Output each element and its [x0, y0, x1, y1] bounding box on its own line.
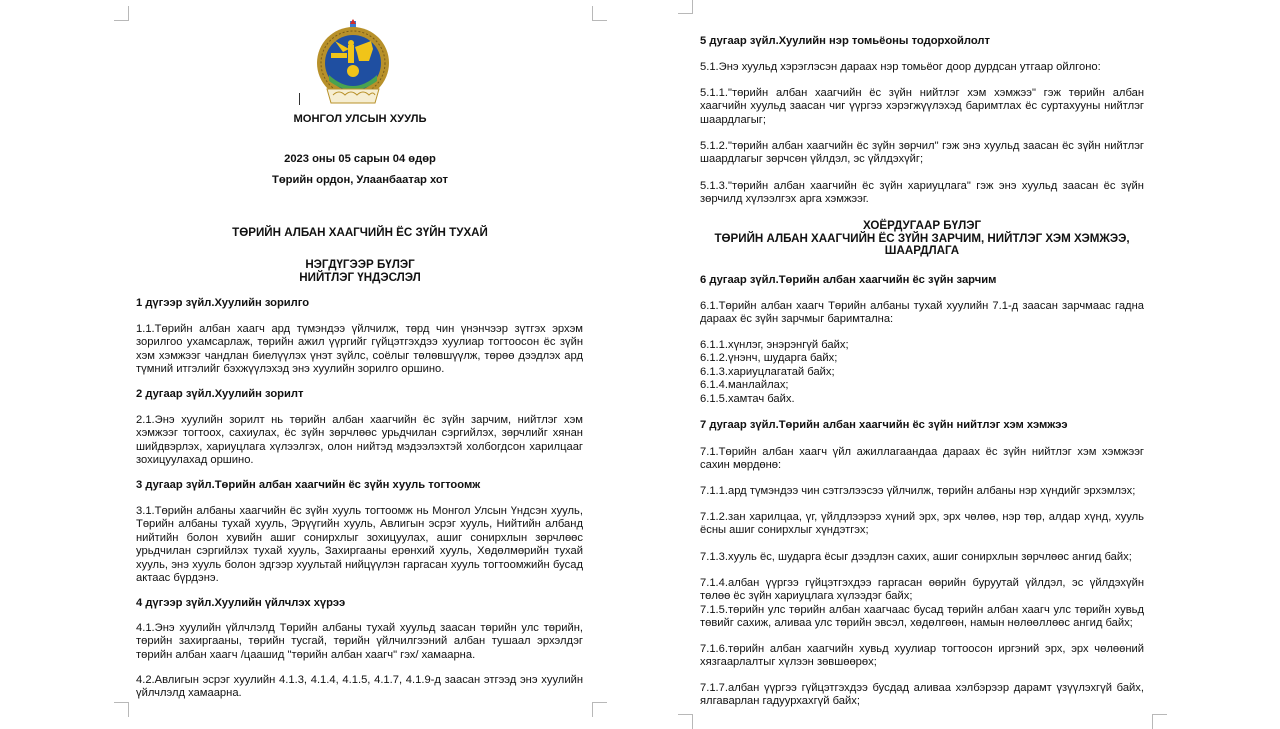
article-5-paragraph-2: 5.1.1."төрийн албан хаагчийн ёс зүйн нийтлэг хэм хэмжээ" гэж төрийн албан хаагчийн хуульд заасан чиг үүргээ хэрэгжүүлэхэд баримтлах ёс суртахууны нийтлэг шаардлагыг;	[700, 87, 1144, 126]
article-7-paragraph-1: 7.1.Төрийн албан хаагч үйл ажиллагаандаа дараах ёс зүйн нийтлэг хэм хэмжээг сахин мөрдөнө:	[700, 446, 1144, 472]
article-4-paragraph-2: 4.2.Авлигын эсрэг хуулийн 4.1.3, 4.1.4, 4.1.5, 4.1.7, 4.1.9-д заасан этгээд энэ хуулийн үйлчлэлд хамаарна.	[136, 674, 583, 700]
chapter-1-title: НИЙТЛЭГ ҮНДЭСЛЭЛ	[299, 270, 421, 284]
article-1-paragraph: 1.1.Төрийн албан хаагч ард түмэндээ үйлчилж, төрд чин үнэнчээр зүтгэх эрхэм зорилгоо ухамсарлаж, төрийн ажил үүргийг гүйцэтгэхдээ хуулиар тогтоосон ёс зүйн хэм хэмжээг чандлан биелүүлэх үнэт зүйлс, соёлыг төлөвшүүлж, төрөө дээдлэх ард түмний итгэлийг бэхжүүлэхэд энэ хуулийн зорилго оршино.	[136, 323, 583, 376]
article-6-list	[700, 339, 1144, 406]
chapter-1-number: НЭГДҮГЭЭР БҮЛЭГ	[305, 258, 415, 271]
article-6-heading: 6 дугаар зүйл.Төрийн албан хаагчийн ёс зүйн зарчим	[700, 274, 997, 286]
article-7-paragraph-7: 7.1.6.төрийн албан хаагчийн хувьд хуулиар тогтоосон иргэний эрх, эрх чөлөөний хязгаарлалтыг хүлээн зөвшөөрөх;	[700, 643, 1144, 669]
chapter-2-title-line-1: ТӨРИЙН АЛБАН ХААГЧИЙН ЁС ЗҮЙН ЗАРЧИМ, НИЙТЛЭГ ХЭМ ХЭМЖЭЭ,	[714, 231, 1130, 245]
page-corner-mark	[114, 6, 129, 21]
article-2-paragraph: 2.1.Энэ хуулийн зорилт нь төрийн албан хаагчийн ёс зүйн зарчим, нийтлэг хэм хэмжээг тогтоох, сахиулах, ёс зүйн зөрчлөөс урьдчилан сэргийлэх, зөрчлийг хянан шийдвэрлэх, хариуцлага хүлээлгэх, олон нийтэд мэдээлэхтэй холбогдсон харилцааг зохицуулахад оршино.	[136, 414, 583, 467]
chapter-2-heading	[692, 220, 1152, 258]
text-cursor	[299, 93, 300, 105]
document-page-left	[128, 0, 592, 720]
article-7-heading: 7 дугаар зүйл.Төрийн албан хаагчийн ёс зүйн нийтлэг хэм хэмжээ	[700, 419, 1068, 431]
law-date: 2023 оны 05 сарын 04 өдөр	[284, 153, 436, 165]
article-7-paragraph-3: 7.1.2.зан харилцаа, үг, үйлдлээрээ хүний эрх, эрх чөлөө, нэр төр, алдар хүнд, хууль ёсны ашиг сонирхлыг хүндэтгэх;	[700, 511, 1144, 537]
page-corner-mark	[1152, 714, 1167, 729]
law-title: ТӨРИЙН АЛБАН ХААГЧИЙН ЁС ЗҮЙН ТУХАЙ	[232, 226, 488, 239]
page-corner-mark	[678, 714, 693, 729]
page-corner-mark	[114, 702, 129, 717]
article-5-heading: 5 дугаар зүйл.Хуулийн нэр томьёоны тодорхойлолт	[700, 35, 990, 47]
chapter-2-number: ХОЁРДУГААР БҮЛЭГ	[862, 219, 982, 232]
article-7-paragraph-5: 7.1.4.албан үүргээ гүйцэтгэхдээ гаргасан өөрийн буруутай үйлдэл, эс үйлдэхүйн төлөө ёс зүйн хариуцлага хүлээдэг байх;	[700, 577, 1144, 603]
page-corner-mark	[678, 0, 693, 14]
article-6-paragraph-1: 6.1.Төрийн албан хаагч Төрийн албаны тухай хуулийн 7.1-д заасан зарчмаас гадна дараах ёс зүйн зарчмыг баримтална:	[700, 300, 1144, 326]
mongolia-state-emblem-icon	[315, 19, 391, 105]
article-7-paragraph-8: 7.1.7.албан үүргээ гүйцэтгэхдээ бусдад аливаа хэлбэрээр дарамт үзүүлэхгүй байх, ялгаварлан гадуурхахгүй байх;	[700, 682, 1144, 708]
article-3-heading: 3 дугаар зүйл.Төрийн албан хаагчийн ёс зүйн хууль тогтоомж	[136, 479, 481, 491]
list-item: 6.1.5.хамтач байх.	[700, 392, 795, 405]
article-7-paragraph-6: 7.1.5.төрийн улс төрийн албан хаагчаас бусад төрийн албан хаагч улс төрийн хувьд төвийг сахиж, аливаа улс төрийн эвсэл, хөдөлгөөн, намын нөлөөллөөс ангид байх;	[700, 604, 1144, 630]
article-4-paragraph-1: 4.1.Энэ хуулийн үйлчлэлд Төрийн албаны тухай хуульд заасан төрийн улс төрийн, төрийн захиргааны, төрийн тусгай, төрийн үйлчилгээний албан тушаал эрхэлдэг төрийн албан хаагч /цаашид "төрийн албан хаагч" гэх/ хамаарна.	[136, 622, 583, 661]
article-5-paragraph-1: 5.1.Энэ хуульд хэрэглэсэн дараах нэр томьёог доор дурдсан утгаар ойлгоно:	[700, 61, 1101, 73]
article-7-paragraph-4: 7.1.3.хууль ёс, шударга ёсыг дээдлэн сахих, ашиг сонирхлын зөрчлөөс ангид байх;	[700, 551, 1132, 563]
article-5-paragraph-4: 5.1.3."төрийн албан хаагчийн ёс зүйн хариуцлага" гэж энэ хуульд заасан ёс зүйн зөрчилд хүлээлгэх арга хэмжээг.	[700, 180, 1144, 206]
article-3-paragraph: 3.1.Төрийн албаны хаагчийн ёс зүйн хууль тогтоомж нь Монгол Улсын Үндсэн хууль, Төрийн албаны тухай хууль, Эрүүгийн хууль, Авлигын эсрэг хууль, Нийтийн албанд нийтийн болон хувийн ашиг сонирхлыг зохицуулах, ашиг сонирхлын зөрчлөөс урьдчилан сэргийлэх тухай хууль, Захиргааны ерөнхий хууль, Хөдөлмөрийн тухай хууль, энэ хууль болон эдгээр хуультай нийцүүлэн гаргасан хууль тогтоомжийн бусад актаас бүрдэнэ.	[136, 505, 583, 585]
article-1-heading: 1 дүгээр зүйл.Хуулийн зорилго	[136, 297, 310, 309]
article-2-heading: 2 дугаар зүйл.Хуулийн зорилт	[136, 388, 304, 400]
page-corner-mark	[592, 6, 607, 21]
article-7-paragraph-2: 7.1.1.ард түмэндээ чин сэтгэлээсээ үйлчилж, төрийн албаны нэр хүндийг эрхэмлэх;	[700, 485, 1136, 497]
article-5-paragraph-3: 5.1.2."төрийн албан хаагчийн ёс зүйн зөрчил" гэж энэ хуульд заасан ёс зүйн нийтлэг шаардлагыг зөрчсөн үйлдэл, эс үйлдэхүйг;	[700, 140, 1144, 166]
list-item: 6.1.3.хариуцлагатай байх;	[700, 365, 835, 378]
list-item: 6.1.1.хүнлэг, энэрэнгүй байх;	[700, 339, 849, 351]
page-corner-mark	[592, 702, 607, 717]
article-4-heading: 4 дүгээр зүйл.Хуулийн үйлчлэх хүрээ	[136, 597, 346, 609]
list-item: 6.1.2.үнэнч, шударга байх;	[700, 352, 838, 365]
list-item: 6.1.4.манлайлах;	[700, 379, 789, 392]
document-page-right	[692, 0, 1152, 720]
chapter-2-title-line-2: ШААРДЛАГА	[884, 244, 960, 257]
law-label: МОНГОЛ УЛСЫН ХУУЛЬ	[293, 113, 427, 125]
law-place: Төрийн ордон, Улаанбаатар хот	[272, 174, 448, 186]
chapter-1-heading	[128, 259, 592, 284]
